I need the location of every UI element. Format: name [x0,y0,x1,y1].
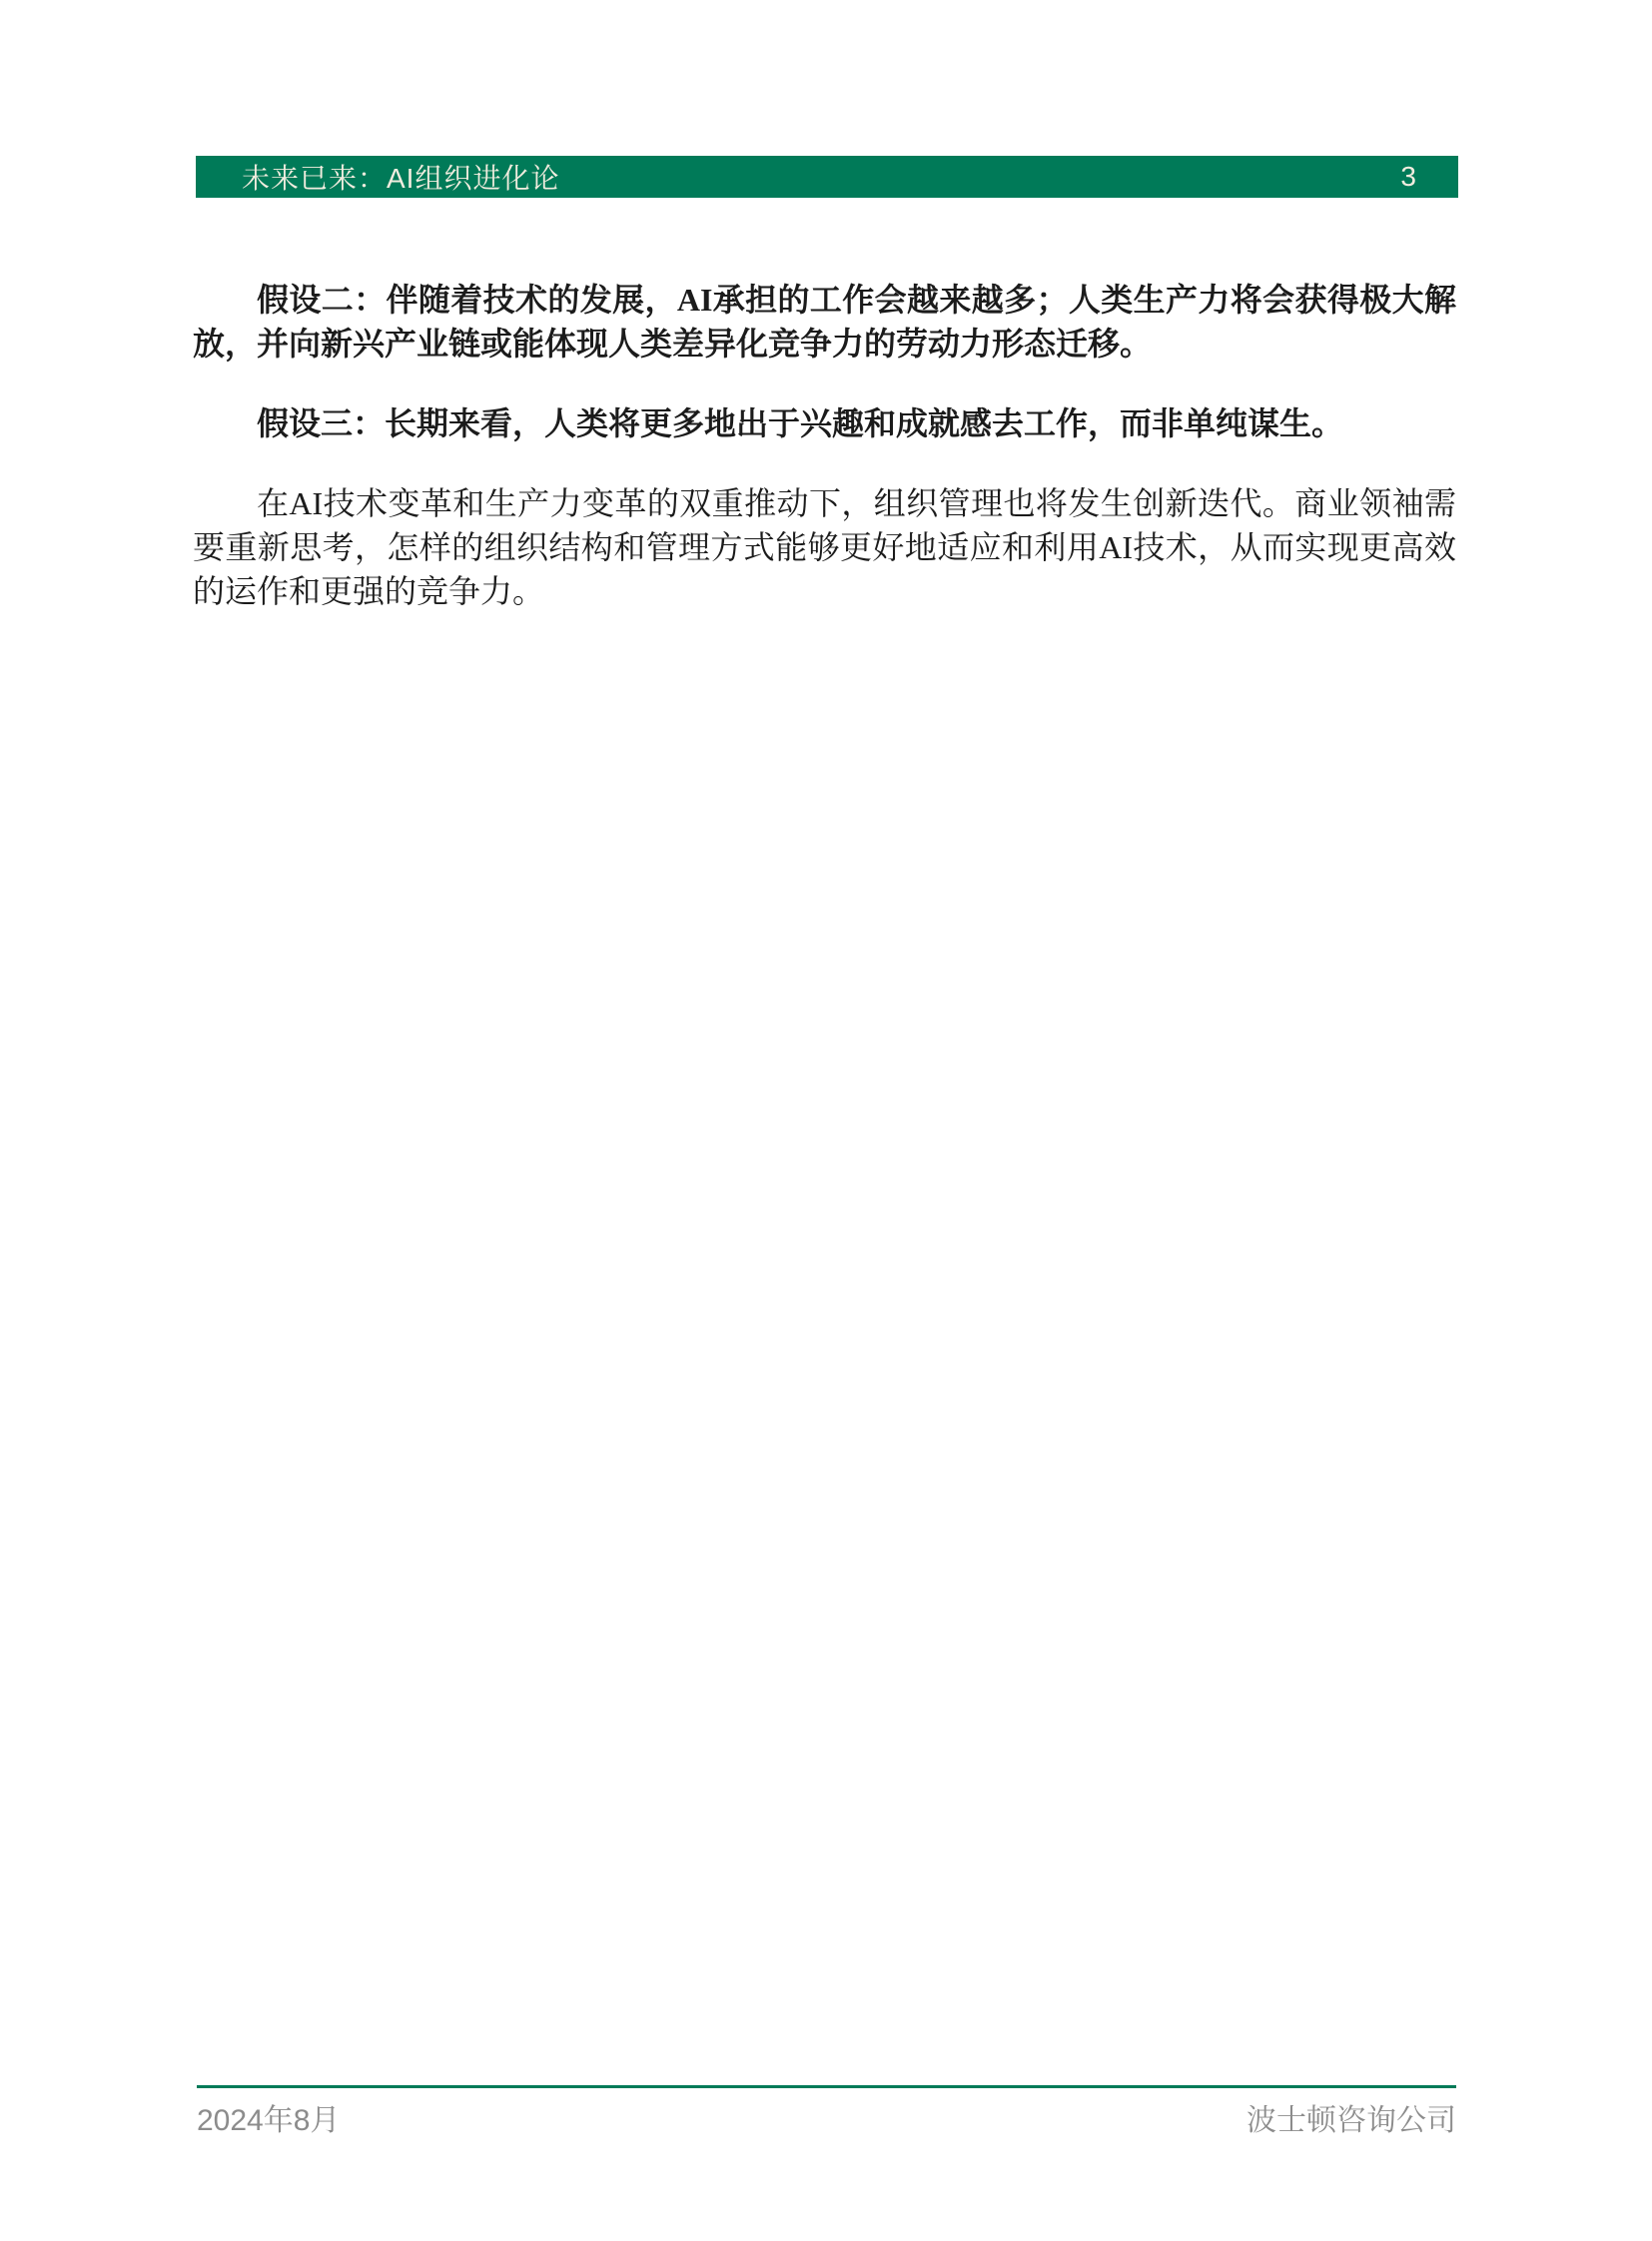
header-bar [196,156,1458,198]
footer [197,2095,1456,2139]
page-number: 3 [1400,161,1416,192]
paragraph-hypothesis-2 [193,278,1456,366]
paragraph-hypothesis-2-lead: 假设二： [257,282,387,318]
footer-date: 2024年8月 [197,2104,341,2137]
header-title: 未来已来：AI组织进化论 [242,163,560,194]
paragraph-hypothesis-3-lead: 假设三： [257,405,386,441]
footer-divider [197,2085,1456,2088]
footer-company: 波士顿咨询公司 [1246,2104,1456,2137]
paragraph-hypothesis-3 [193,401,1456,445]
paragraph-hypothesis-3-text: 长期来看，人类将更多地出于兴趣和成就感去工作，而非单纯谋生。 [385,405,1344,441]
paragraph-conclusion [193,481,1456,613]
paragraph-conclusion-text: 在AI技术变革和生产力变革的双重推动下，组织管理也将发生创新迭代。商业领袖需要重新思考，怎样的组织结构和管理方式能够更好地适应和利用AI技术，从而实现更高效的运作和更强的竞争力。 [193,485,1456,609]
body-content [193,278,1456,649]
paragraph-hypothesis-2-text: 伴随着技术的发展，AI承担的工作会越来越多；人类生产力将会获得极大解放，并向新兴产业链或能体现人类差异化竞争力的劳动力形态迁移。 [193,282,1456,362]
